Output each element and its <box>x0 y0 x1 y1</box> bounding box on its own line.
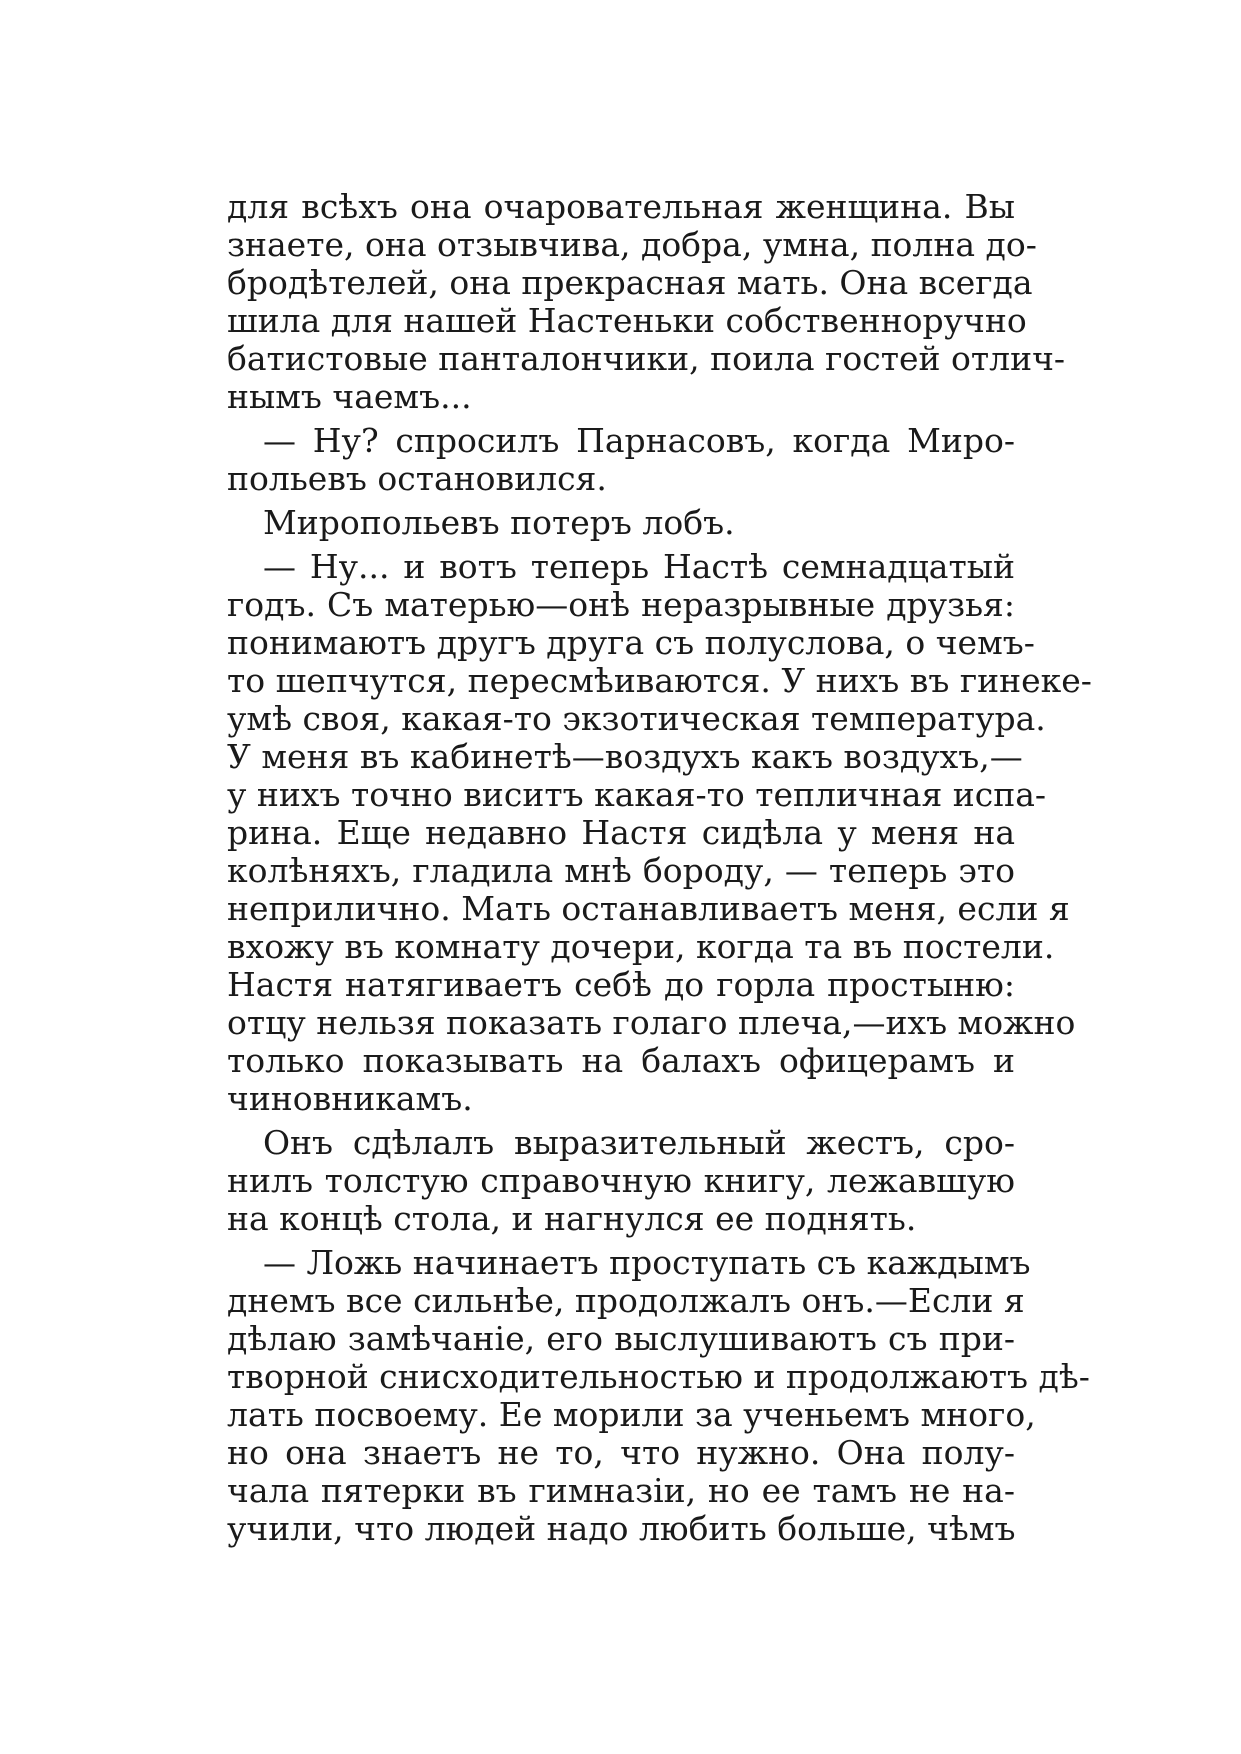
text-line: лать посвоему. Ее морили за ученьемъ много, <box>227 1395 1036 1434</box>
body-text <box>227 187 1092 1548</box>
text-line: умѣ своя, какая-то экзотическая температура. <box>227 699 1046 738</box>
text-line: польевъ остановился. <box>227 459 607 498</box>
text-line: только показывать на балахъ офицерамъ и <box>227 1041 1015 1080</box>
text-line: учили, что людей надо любить больше, чѣмъ <box>227 1509 1016 1548</box>
text-line: то шепчутся, пересмѣиваются. У нихъ въ гинеке- <box>227 661 1092 700</box>
text-line: Миропольевъ потеръ лобъ. <box>263 503 735 542</box>
text-line: дѣлаю замѣчаніе, его выслушиваютъ съ при- <box>227 1319 1015 1358</box>
text-line: колѣняхъ, гладила мнѣ бороду, — теперь это <box>227 851 1015 890</box>
text-line: шила для нашей Настеньки собственноручно <box>227 301 1027 340</box>
text-line: — Ну? спросилъ Парнасовъ, когда Миро- <box>263 421 1015 460</box>
text-line: творной снисходительностью и продолжаютъ дѣ- <box>227 1357 1090 1396</box>
text-line: рина. Еще недавно Настя сидѣла у меня на <box>227 813 1015 852</box>
text-line: чиновникамъ. <box>227 1079 473 1118</box>
text-line: на концѣ стола, и нагнулся ее поднять. <box>227 1199 917 1238</box>
text-line: батистовые панталончики, поила гостей отлич- <box>227 339 1066 378</box>
text-line: Настя натягиваетъ себѣ до горла простыню: <box>227 965 1015 1004</box>
text-line: неприлично. Мать останавливаетъ меня, если я <box>227 889 1070 928</box>
text-line: отцу нельзя показать голаго плеча,—ихъ можно <box>227 1003 1076 1042</box>
text-line: нилъ толстую справочную книгу, лежавшую <box>227 1161 1015 1200</box>
text-line: бродѣтелей, она прекрасная мать. Она всегда <box>227 263 1033 302</box>
text-line: Онъ сдѣлалъ выразительный жестъ, сро- <box>263 1123 1015 1162</box>
text-line: нымъ чаемъ... <box>227 377 472 416</box>
text-line: чала пятерки въ гимназіи, но ее тамъ не на- <box>227 1471 1015 1510</box>
text-line: годъ. Съ матерью—онѣ неразрывные друзья: <box>227 585 1015 624</box>
text-line: днемъ все сильнѣе, продолжалъ онъ.—Если я <box>227 1281 1025 1320</box>
text-line: У меня въ кабинетѣ—воздухъ какъ воздухъ,— <box>227 737 1023 776</box>
text-line: знаете, она отзывчива, добра, умна, полна до- <box>227 225 1037 264</box>
text-line: понимаютъ другъ друга съ полуслова, о чемъ- <box>227 623 1035 662</box>
text-line: но она знаетъ не то, что нужно. Она полу- <box>227 1433 1015 1472</box>
text-line: — Ну... и вотъ теперь Настѣ семнадцатый <box>263 547 1015 586</box>
text-line: вхожу въ комнату дочери, когда та въ постели. <box>227 927 1055 966</box>
text-line: у нихъ точно виситъ какая-то тепличная испа- <box>227 775 1047 814</box>
text-line: для всѣхъ она очаровательная женщина. Вы <box>227 187 1015 226</box>
text-line: — Ложь начинаетъ проступать съ каждымъ <box>263 1243 1031 1282</box>
